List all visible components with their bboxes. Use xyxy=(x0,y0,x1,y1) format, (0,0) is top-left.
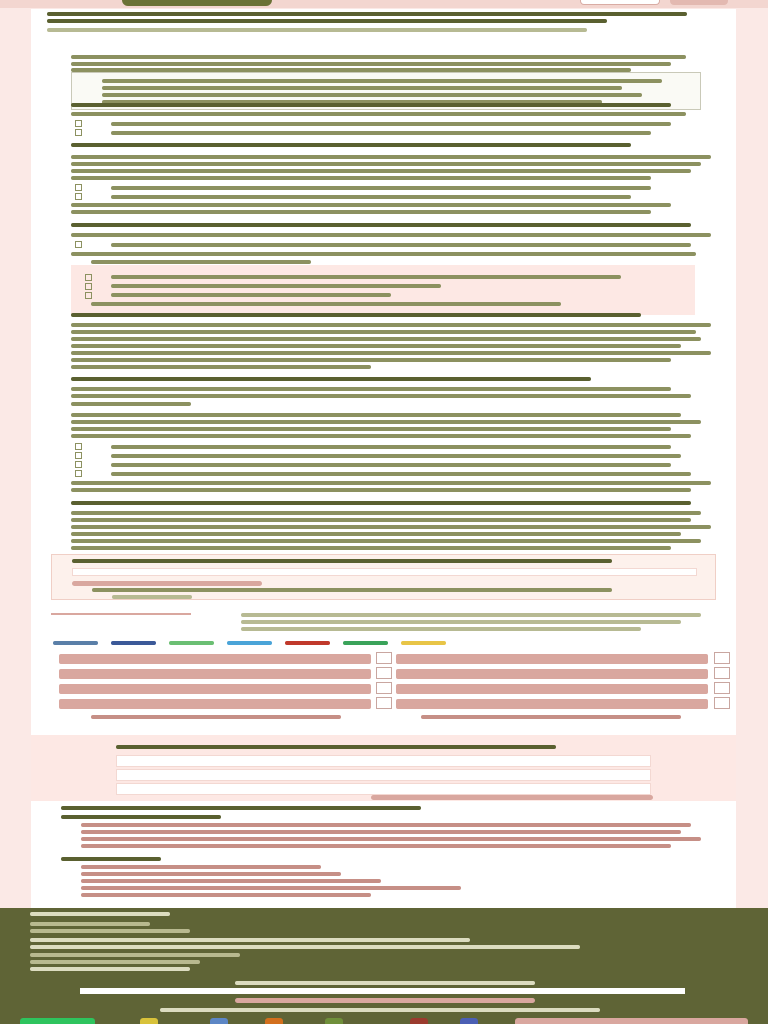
section-5-line-7 xyxy=(71,434,691,438)
share-checkbox[interactable] xyxy=(376,697,392,709)
section-5-line-9 xyxy=(71,488,691,492)
list-bullet xyxy=(75,184,82,191)
tab-content-line-1 xyxy=(241,613,701,617)
site-logo[interactable] xyxy=(122,0,272,6)
section-5-line-1 xyxy=(71,387,671,391)
more-link-3[interactable] xyxy=(81,879,381,883)
section-2-line-3 xyxy=(71,169,691,173)
share-strip-color xyxy=(53,641,98,645)
highlight-item-4 xyxy=(91,302,561,306)
more-heading-2 xyxy=(61,815,221,819)
list-bullet xyxy=(75,129,82,136)
section-5-line-6 xyxy=(71,427,671,431)
back-to-top-button[interactable] xyxy=(515,1018,748,1024)
author-box-line-1 xyxy=(92,588,612,592)
list-bullet xyxy=(75,443,82,450)
list-bullet xyxy=(75,120,82,127)
signup-title-line xyxy=(116,745,556,749)
share-checkbox[interactable] xyxy=(714,697,730,709)
share-button[interactable] xyxy=(59,699,371,709)
highlight-item-2 xyxy=(111,284,441,288)
list-bullet xyxy=(75,241,82,248)
section-5-heading-line xyxy=(71,377,591,381)
social-icon[interactable] xyxy=(325,1018,343,1024)
list-bullet xyxy=(75,452,82,459)
signup-panel xyxy=(31,735,736,801)
footer-line-3 xyxy=(30,938,470,942)
section-5-item-1 xyxy=(111,445,671,449)
social-icon[interactable] xyxy=(140,1018,158,1024)
section-6-line-2 xyxy=(71,518,691,522)
author-box-line-2 xyxy=(112,595,192,599)
header-search-input[interactable] xyxy=(580,0,660,5)
share-strip-color xyxy=(343,641,388,645)
quote-line-1 xyxy=(102,79,662,83)
section-6-line-1 xyxy=(71,511,701,515)
share-strip-color xyxy=(111,641,156,645)
section-1-item-2 xyxy=(111,131,651,135)
section-2-line-6 xyxy=(71,210,651,214)
footer-subscribe-input[interactable] xyxy=(80,988,685,994)
section-4-line-5 xyxy=(71,351,711,355)
share-checkbox[interactable] xyxy=(376,682,392,694)
more-line-1 xyxy=(81,823,691,827)
section-1-heading-line xyxy=(71,103,671,107)
author-box-input[interactable] xyxy=(72,568,697,576)
footer-line-2 xyxy=(30,929,190,933)
footer-subscribe-button[interactable] xyxy=(235,998,535,1003)
share-strip-color xyxy=(227,641,272,645)
section-5-item-4 xyxy=(111,472,691,476)
author-box-button[interactable] xyxy=(72,581,262,586)
more-link-2[interactable] xyxy=(81,872,341,876)
whatsapp-icon[interactable] xyxy=(20,1018,95,1024)
signup-field-3[interactable] xyxy=(116,783,651,795)
share-button[interactable] xyxy=(396,669,708,679)
social-icon[interactable] xyxy=(210,1018,228,1024)
section-2-heading-line xyxy=(71,143,631,147)
section-4-line-2 xyxy=(71,330,696,334)
social-icon[interactable] xyxy=(265,1018,283,1024)
section-6-line-4 xyxy=(71,532,681,536)
share-button[interactable] xyxy=(396,684,708,694)
share-checkbox[interactable] xyxy=(714,682,730,694)
footer-line-1 xyxy=(30,922,150,926)
more-link-5[interactable] xyxy=(81,893,371,897)
author-box-title-line xyxy=(72,559,612,563)
section-3-line-3 xyxy=(91,260,311,264)
share-button[interactable] xyxy=(396,654,708,664)
section-5-item-3 xyxy=(111,463,671,467)
header-menu-button[interactable] xyxy=(670,0,728,5)
footer-line-5 xyxy=(30,953,240,957)
social-icon[interactable] xyxy=(410,1018,428,1024)
section-1-item-1 xyxy=(111,122,671,126)
section-1-line-1 xyxy=(71,112,686,116)
signup-field-1[interactable] xyxy=(116,755,651,767)
list-bullet xyxy=(85,274,92,281)
section-2-line-1 xyxy=(71,155,711,159)
section-2-line-5 xyxy=(71,203,671,207)
subtitle-line xyxy=(47,28,587,32)
title-line-1 xyxy=(47,12,687,16)
more-link-1[interactable] xyxy=(81,865,321,869)
section-3-heading-line xyxy=(71,223,691,227)
section-6-line-3 xyxy=(71,525,711,529)
section-2-line-4 xyxy=(71,176,651,180)
section-2-item-2 xyxy=(111,195,631,199)
section-6-line-5 xyxy=(71,539,701,543)
section-2-line-2 xyxy=(71,162,701,166)
list-bullet xyxy=(75,470,82,477)
share-checkbox[interactable] xyxy=(376,652,392,664)
highlight-item-1 xyxy=(111,275,621,279)
tab-content-line-2 xyxy=(241,620,681,624)
share-button[interactable] xyxy=(59,684,371,694)
intro-line-2 xyxy=(71,62,671,66)
highlight-item-3 xyxy=(111,293,391,297)
section-3-line-2 xyxy=(71,252,696,256)
share-caption-left xyxy=(91,715,341,719)
quote-line-2 xyxy=(102,86,622,90)
section-4-line-1 xyxy=(71,323,711,327)
list-bullet xyxy=(75,461,82,468)
more-link-4[interactable] xyxy=(81,886,461,890)
list-bullet xyxy=(85,283,92,290)
section-3-item-1 xyxy=(111,243,691,247)
section-4-heading-line xyxy=(71,313,641,317)
share-button[interactable] xyxy=(59,654,371,664)
footer-subscribe-title xyxy=(235,981,535,985)
share-checkbox[interactable] xyxy=(376,667,392,679)
signup-field-2[interactable] xyxy=(116,769,651,781)
section-4-line-7 xyxy=(71,365,371,369)
section-5-line-2 xyxy=(71,394,691,398)
more-heading-1 xyxy=(61,806,421,810)
section-5-item-2 xyxy=(111,454,681,458)
share-button[interactable] xyxy=(396,699,708,709)
more-line-4 xyxy=(81,844,671,848)
share-checkbox[interactable] xyxy=(714,652,730,664)
share-strip-color xyxy=(285,641,330,645)
more-line-3 xyxy=(81,837,701,841)
section-5-line-4 xyxy=(71,413,681,417)
list-bullet xyxy=(85,292,92,299)
more-line-2 xyxy=(81,830,681,834)
footer-line-4 xyxy=(30,945,580,949)
section-3-line-1 xyxy=(71,233,711,237)
section-4-line-6 xyxy=(71,358,671,362)
share-strip-color xyxy=(401,641,446,645)
section-5-line-8 xyxy=(71,481,711,485)
section-4-line-4 xyxy=(71,344,681,348)
main-content xyxy=(31,9,736,909)
list-bullet xyxy=(75,193,82,200)
share-strip-color xyxy=(169,641,214,645)
more-heading-3 xyxy=(61,857,161,861)
signup-submit-button[interactable] xyxy=(371,795,653,800)
section-6-heading-line xyxy=(71,501,691,505)
section-6-line-6 xyxy=(71,546,671,550)
footer-copyright xyxy=(160,1008,600,1012)
footer-line-7 xyxy=(30,967,190,971)
site-footer xyxy=(0,908,768,1024)
section-2-item-1 xyxy=(111,186,651,190)
quote-line-3 xyxy=(102,93,642,97)
social-icon[interactable] xyxy=(460,1018,478,1024)
share-button[interactable] xyxy=(59,669,371,679)
footer-heading-line xyxy=(30,912,170,916)
share-checkbox[interactable] xyxy=(714,667,730,679)
section-4-line-3 xyxy=(71,337,701,341)
highlight-list-box xyxy=(71,265,695,315)
share-caption-right xyxy=(421,715,681,719)
intro-line-1 xyxy=(71,55,686,59)
tab-about[interactable] xyxy=(51,605,191,615)
title-line-2 xyxy=(47,19,607,23)
section-5-line-3 xyxy=(71,402,191,406)
tab-content-line-3 xyxy=(241,627,641,631)
author-info-box xyxy=(51,554,716,600)
section-5-line-5 xyxy=(71,420,701,424)
footer-line-6 xyxy=(30,960,200,964)
